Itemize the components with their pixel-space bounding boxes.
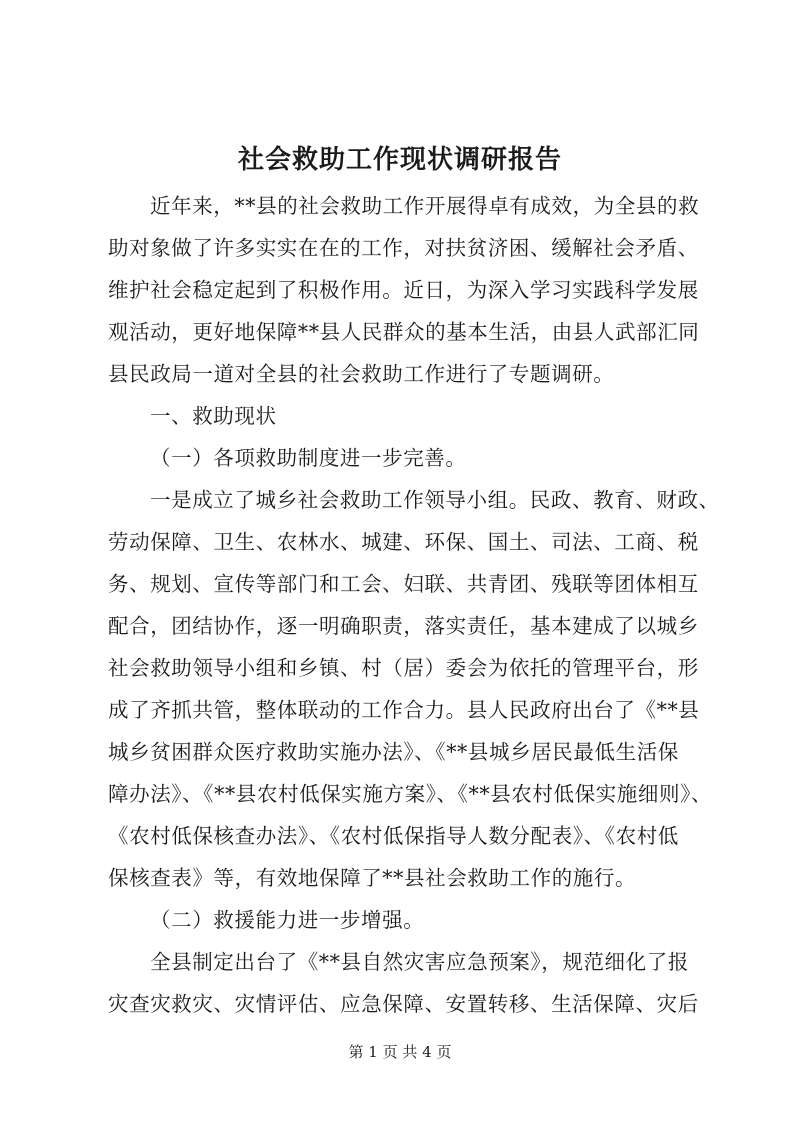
paragraph-line: 务、规划、宣传等部门和工会、妇联、共青团、残联等团体相互 <box>108 572 699 596</box>
paragraph-line: 城乡贫困群众医疗救助实施办法》、《**县城乡居民最低生活保 <box>108 740 679 764</box>
paragraph-line: 配合，团结协作，逐一明确职责，落实责任，基本建成了以城乡 <box>108 614 699 638</box>
paragraph-line: 近年来，**县的社会救助工作开展得卓有成效，为全县的救 <box>150 194 700 218</box>
section-heading: 一、救助现状 <box>150 404 277 428</box>
paragraph-line: 障办法》、《**县农村低保实施方案》、《**县农村低保实施细则》、 <box>108 782 713 806</box>
paragraph-line: 成了齐抓共管，整体联动的工作合力。县人民政府出台了《**县 <box>108 698 700 722</box>
paragraph-line: 县民政局一道对全县的社会救助工作进行了专题调研。 <box>108 362 615 386</box>
document-title: 社会救助工作现状调研报告 <box>237 145 562 175</box>
paragraph-line: 全县制定出台了《**县自然灾害应急预案》，规范细化了报 <box>150 950 689 974</box>
paragraph-line: 保核查表》等，有效地保障了**县社会救助工作的施行。 <box>108 866 637 890</box>
paragraph-line: 社会救助领导小组和乡镇、村（居）委会为依托的管理平台，形 <box>108 656 699 680</box>
subsection-heading: （一）各项救助制度进一步完善。 <box>150 446 467 470</box>
paragraph-line: 助对象做了许多实实在在的工作，对扶贫济困、缓解社会矛盾、 <box>108 236 699 260</box>
paragraph-line: 维护社会稳定起到了积极作用。近日，为深入学习实践科学发展 <box>108 278 699 302</box>
paragraph-line: 一是成立了城乡社会救助工作领导小组。民政、教育、财政、 <box>150 488 720 512</box>
paragraph-line: 灾查灾救灾、灾情评估、应急保障、安置转移、生活保障、灾后 <box>108 992 699 1016</box>
paragraph-line: 劳动保障、卫生、农林水、城建、环保、国土、司法、工商、税 <box>108 530 699 554</box>
paragraph-line: 《农村低保核查办法》、《农村低保指导人数分配表》、《农村低 <box>108 824 679 848</box>
paragraph-line: 观活动，更好地保障**县人民群众的基本生活，由县人武部汇同 <box>108 320 700 344</box>
subsection-heading: （二）救援能力进一步增强。 <box>150 908 425 932</box>
page-number: 第 1 页 共 4 页 <box>348 1043 452 1061</box>
